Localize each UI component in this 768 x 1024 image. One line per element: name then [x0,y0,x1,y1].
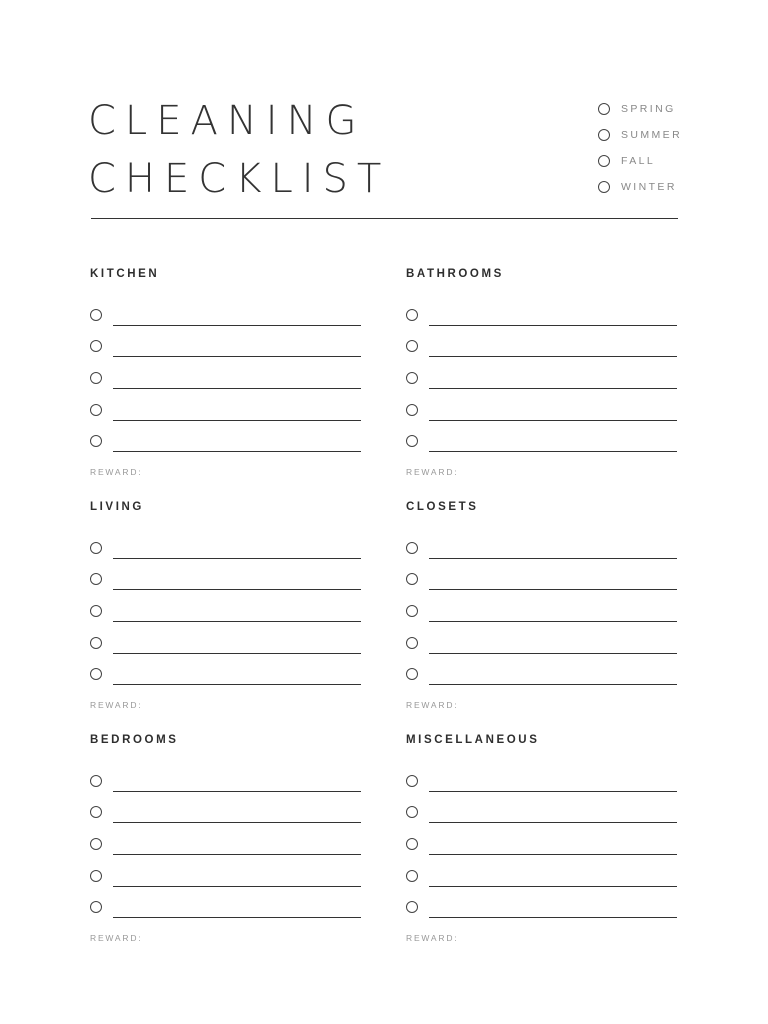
write-in-line[interactable] [429,589,677,590]
circle-checkbox-icon[interactable] [90,573,102,585]
section-title: MISCELLANEOUS [406,734,540,746]
circle-checkbox-icon[interactable] [598,103,610,115]
title-line-1: CLEANING [88,98,366,144]
checklist-item [406,760,677,792]
checklist-item [406,326,677,358]
write-in-line[interactable] [113,621,361,622]
circle-checkbox-icon[interactable] [90,309,102,321]
checklist-item [90,357,361,389]
checklist-item [406,855,677,887]
checklist-item [90,792,361,824]
checklist-items [90,527,361,685]
section-living [90,499,361,710]
write-in-line[interactable] [429,621,677,622]
checklist-items [406,294,677,452]
circle-checkbox-icon[interactable] [406,870,418,882]
title-line-2: CHECKLIST [88,156,391,202]
checklist-item [406,590,677,622]
reward-label: REWARD: [90,700,143,711]
checklist-item [406,559,677,591]
write-in-line[interactable] [113,917,361,918]
circle-checkbox-icon[interactable] [90,838,102,850]
circle-checkbox-icon[interactable] [90,435,102,447]
write-in-line[interactable] [429,653,677,654]
checklist-item [90,622,361,654]
circle-checkbox-icon[interactable] [406,806,418,818]
season-option-spring[interactable] [598,96,682,122]
section-title: KITCHEN [90,268,160,280]
circle-checkbox-icon[interactable] [90,372,102,384]
write-in-line[interactable] [429,684,677,685]
write-in-line[interactable] [113,451,361,452]
circle-checkbox-icon[interactable] [90,340,102,352]
section-title: BATHROOMS [406,268,504,280]
reward-label: REWARD: [406,700,459,711]
section-closets [406,499,677,710]
circle-checkbox-icon[interactable] [90,870,102,882]
write-in-line[interactable] [113,388,361,389]
season-label: WINTER [621,181,677,193]
circle-checkbox-icon[interactable] [406,340,418,352]
reward-label: REWARD: [90,933,143,944]
circle-checkbox-icon[interactable] [406,605,418,617]
circle-checkbox-icon[interactable] [406,775,418,787]
write-in-line[interactable] [429,886,677,887]
circle-checkbox-icon[interactable] [90,668,102,680]
checklist-item [90,326,361,358]
write-in-line[interactable] [429,325,677,326]
circle-checkbox-icon[interactable] [90,404,102,416]
circle-checkbox-icon[interactable] [406,838,418,850]
checklist-item [406,357,677,389]
checklist-item [90,590,361,622]
write-in-line[interactable] [113,420,361,421]
section-kitchen [90,266,361,477]
season-option-winter[interactable] [598,174,682,200]
checklist-item [90,421,361,453]
checklist-item [90,559,361,591]
checklist-item [406,294,677,326]
checklist-item [90,527,361,559]
checklist-item [406,654,677,686]
checklist-item [406,421,677,453]
write-in-line[interactable] [113,589,361,590]
write-in-line[interactable] [429,791,677,792]
write-in-line[interactable] [429,420,677,421]
checklist-item [406,622,677,654]
checklist-items [406,760,677,918]
season-selector [598,96,682,200]
season-label: SPRING [621,103,676,115]
section-title: BEDROOMS [90,734,179,746]
circle-checkbox-icon[interactable] [406,901,418,913]
section-bathrooms [406,266,677,477]
section-title: CLOSETS [406,501,479,513]
circle-checkbox-icon[interactable] [90,637,102,649]
circle-checkbox-icon[interactable] [406,404,418,416]
checklist-item [406,887,677,919]
circle-checkbox-icon[interactable] [406,435,418,447]
write-in-line[interactable] [113,886,361,887]
season-label: FALL [621,155,656,167]
write-in-line[interactable] [113,558,361,559]
season-option-summer[interactable] [598,122,682,148]
write-in-line[interactable] [113,325,361,326]
checklist-item [90,760,361,792]
write-in-line[interactable] [429,822,677,823]
write-in-line[interactable] [113,791,361,792]
circle-checkbox-icon[interactable] [90,605,102,617]
checklist-item [406,823,677,855]
section-title: LIVING [90,501,144,513]
circle-checkbox-icon[interactable] [406,542,418,554]
write-in-line[interactable] [429,917,677,918]
checklist-item [406,527,677,559]
header-divider [91,218,678,219]
checklist-item [90,823,361,855]
section-miscellaneous [406,732,677,943]
write-in-line[interactable] [429,388,677,389]
write-in-line[interactable] [113,356,361,357]
circle-checkbox-icon[interactable] [406,573,418,585]
checklist-item [90,294,361,326]
checklist-items [90,294,361,452]
circle-checkbox-icon[interactable] [406,309,418,321]
write-in-line[interactable] [429,451,677,452]
circle-checkbox-icon[interactable] [598,129,610,141]
circle-checkbox-icon[interactable] [406,372,418,384]
circle-checkbox-icon[interactable] [598,181,610,193]
circle-checkbox-icon[interactable] [90,542,102,554]
checklist-item [90,654,361,686]
reward-label: REWARD: [406,467,459,478]
write-in-line[interactable] [113,653,361,654]
circle-checkbox-icon[interactable] [406,637,418,649]
reward-label: REWARD: [406,933,459,944]
write-in-line[interactable] [429,854,677,855]
circle-checkbox-icon[interactable] [90,806,102,818]
checklist-item [90,855,361,887]
write-in-line[interactable] [429,356,677,357]
circle-checkbox-icon[interactable] [598,155,610,167]
write-in-line[interactable] [113,854,361,855]
checklist-items [90,760,361,918]
season-label: SUMMER [621,129,683,141]
write-in-line[interactable] [113,822,361,823]
checklist-item [406,389,677,421]
reward-label: REWARD: [90,467,143,478]
checklist-item [90,887,361,919]
season-option-fall[interactable] [598,148,682,174]
page-title [88,92,390,208]
circle-checkbox-icon[interactable] [90,901,102,913]
section-bedrooms [90,732,361,943]
write-in-line[interactable] [429,558,677,559]
circle-checkbox-icon[interactable] [90,775,102,787]
write-in-line[interactable] [113,684,361,685]
checklist-item [90,389,361,421]
checklist-item [406,792,677,824]
circle-checkbox-icon[interactable] [406,668,418,680]
checklist-items [406,527,677,685]
